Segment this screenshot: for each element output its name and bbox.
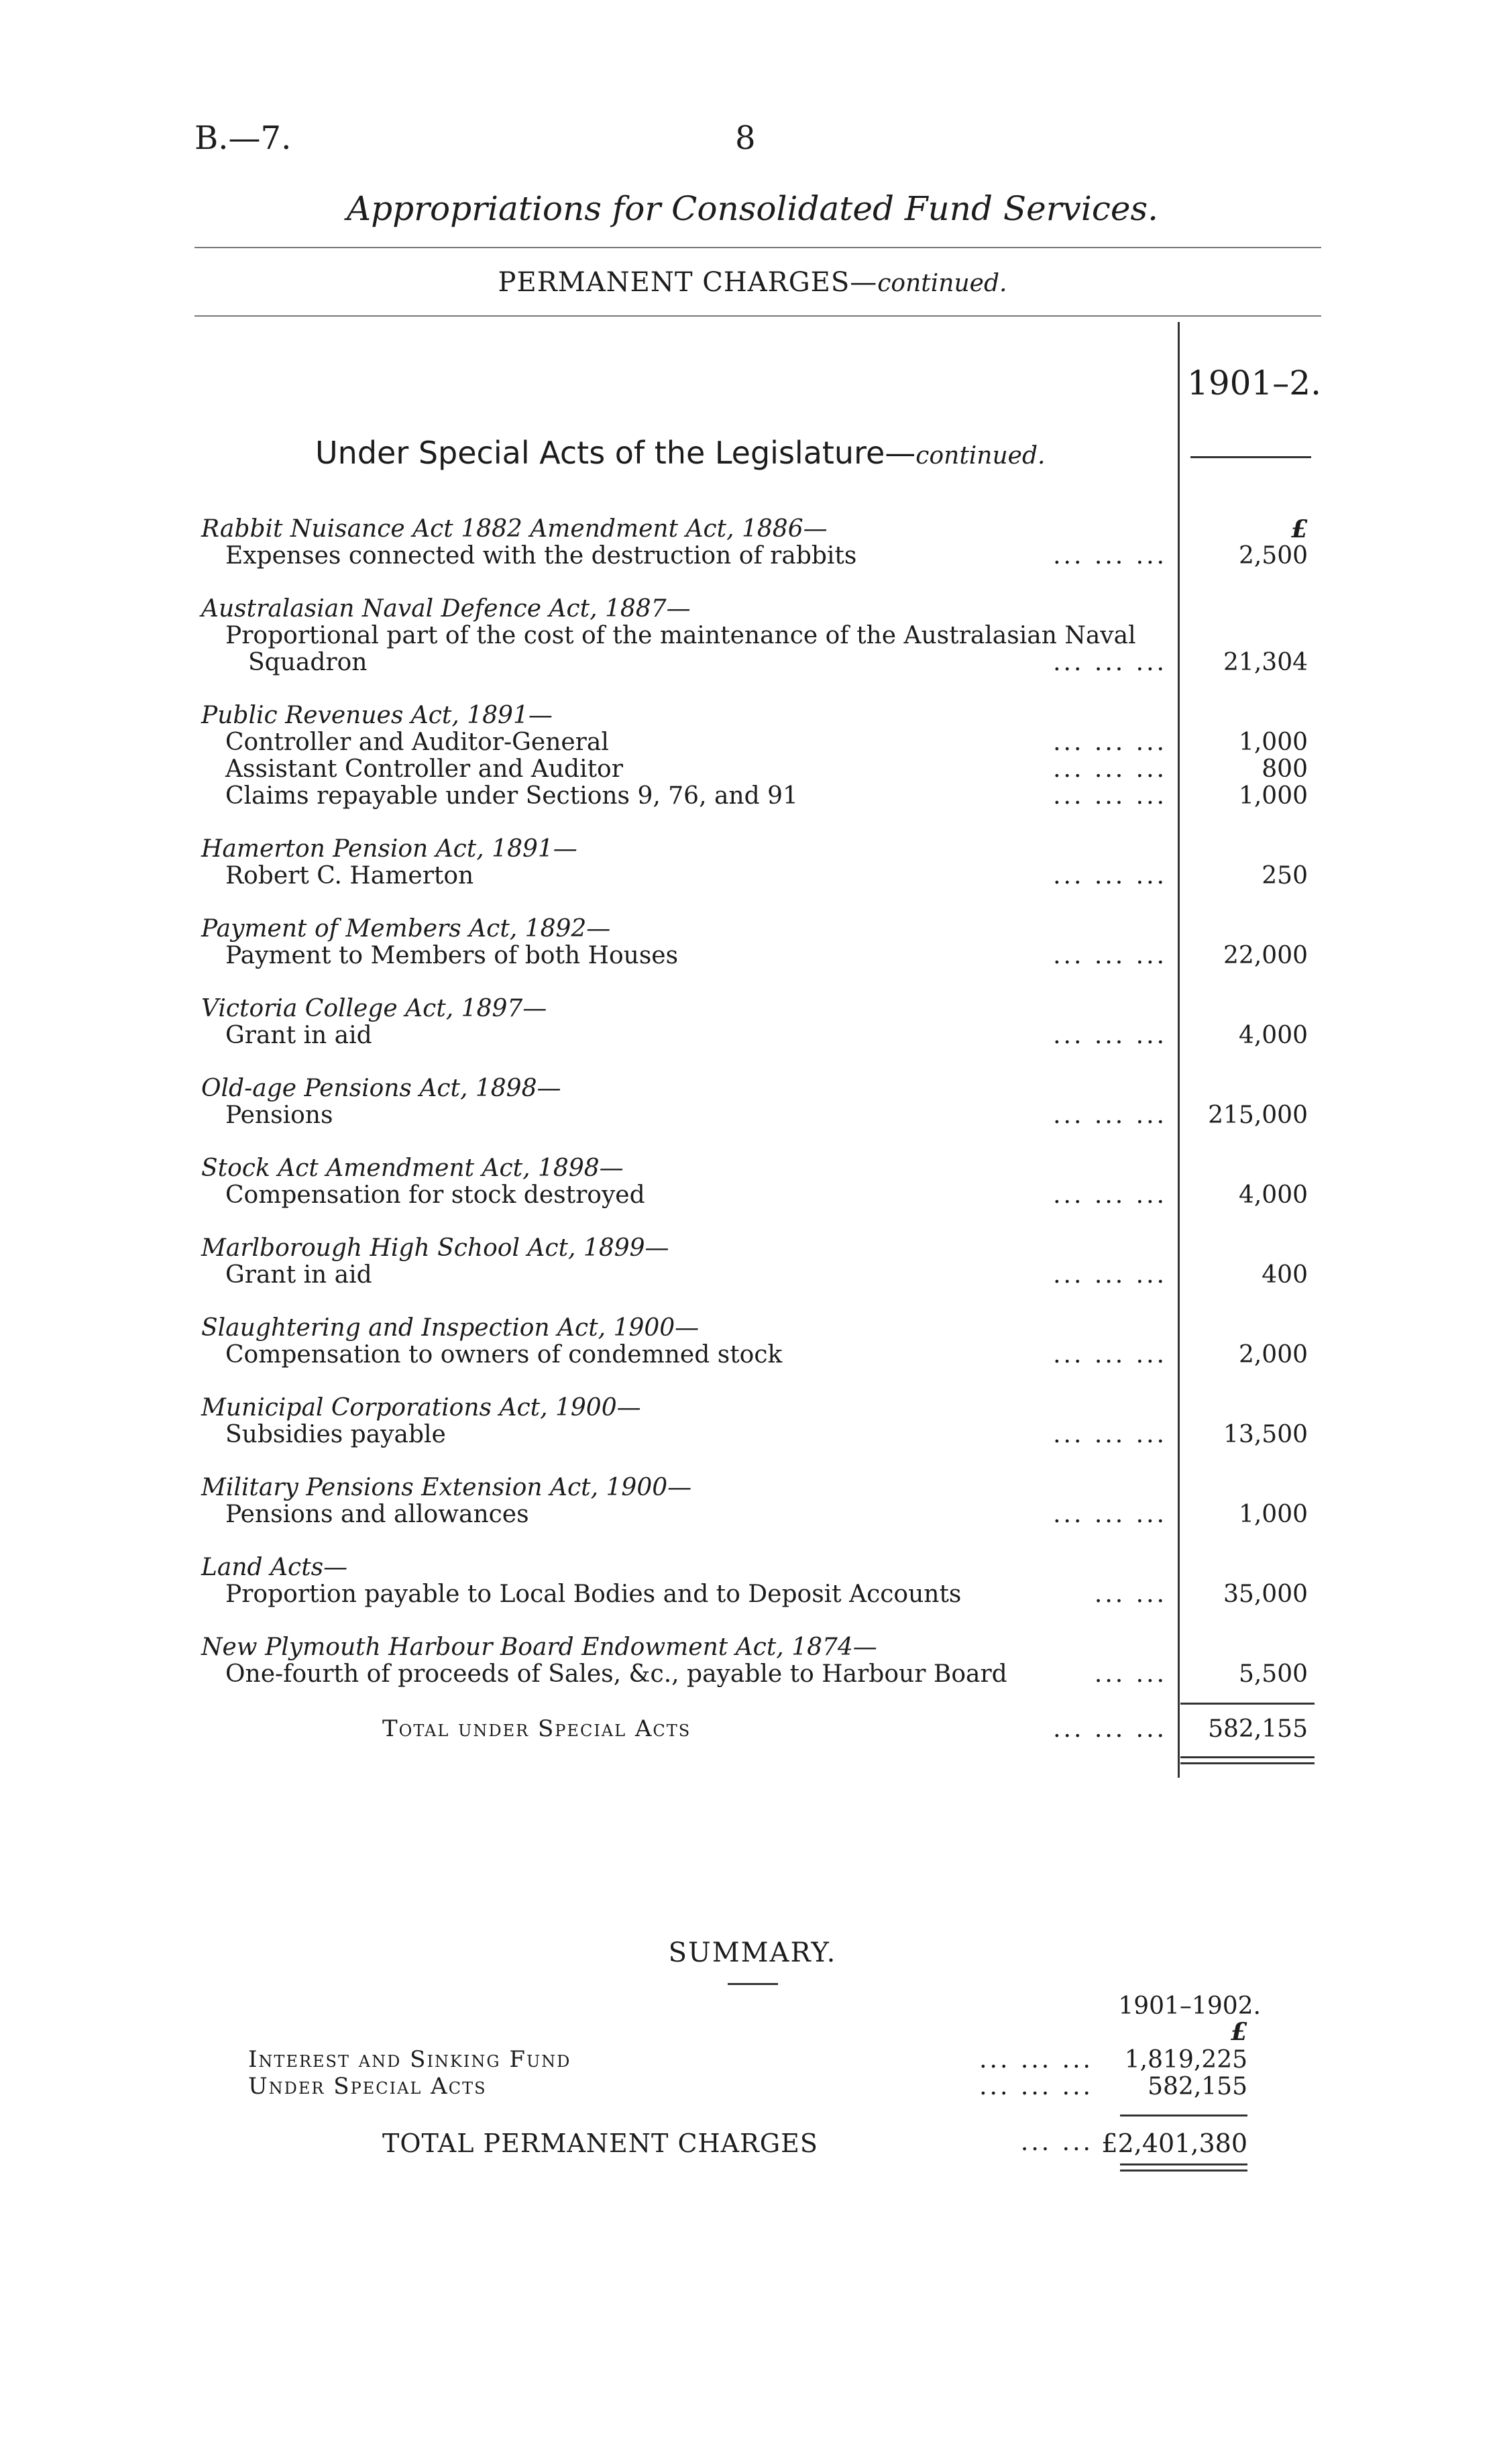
header-divider <box>194 247 1321 248</box>
leader-dots: ... ... ... <box>1053 1022 1167 1049</box>
act-title: Municipal Corporations Act, 1900— <box>201 1394 641 1422</box>
act-title: Payment of Members Act, 1892— <box>201 915 611 943</box>
summary-total-label: TOTAL PERMANENT CHARGES <box>382 2129 818 2158</box>
leader-dots: ... ... ... <box>1053 942 1167 969</box>
leader-dots: ... ... ... <box>1053 862 1167 890</box>
summary-double-rule-top <box>1120 2163 1247 2165</box>
leader-dots: ... ... ... <box>1053 729 1167 756</box>
summary-double-rule-bottom <box>1120 2170 1247 2172</box>
act-title: Marlborough High School Act, 1899— <box>201 1234 669 1262</box>
line-item: Payment to Members of both Houses <box>225 942 679 969</box>
amount: 2,000 <box>1238 1341 1308 1369</box>
amount: 250 <box>1262 862 1308 890</box>
summary-row-label: Under Special Acts <box>248 2073 487 2100</box>
currency-symbol: £ <box>1290 515 1308 543</box>
line-item: Robert C. Hamerton <box>225 862 474 890</box>
total-double-rule-bottom <box>1180 1762 1315 1764</box>
amount: 4,000 <box>1238 1022 1308 1049</box>
summary-rule <box>1120 2114 1247 2117</box>
act-title: Military Pensions Extension Act, 1900— <box>201 1474 692 1501</box>
amount: 1,000 <box>1238 782 1308 810</box>
subtitle-divider <box>194 315 1321 317</box>
line-item: Expenses connected with the destruction of rabbits <box>225 542 857 570</box>
summary-title: SUMMARY. <box>668 1937 837 1968</box>
summary-row-amount: 582,155 <box>1148 2073 1247 2100</box>
line-item: Pensions and allowances <box>225 1501 529 1528</box>
line-item: Controller and Auditor-General <box>225 729 609 756</box>
leader-dots: ... ... ... <box>1053 1715 1167 1743</box>
amount: 35,000 <box>1223 1581 1308 1608</box>
line-item: Compensation to owners of condemned stock <box>225 1341 783 1369</box>
amount: 5,500 <box>1238 1660 1308 1688</box>
total-label: Total under Special Acts <box>382 1715 691 1742</box>
line-item: One-fourth of proceeds of Sales, &c., payable to Harbour Board <box>225 1660 1007 1688</box>
line-item: Proportion payable to Local Bodies and to Deposit Accounts <box>225 1581 962 1608</box>
amount: 21,304 <box>1223 649 1308 676</box>
act-title: Victoria College Act, 1897— <box>201 995 547 1022</box>
leader-dots: ... ... ... <box>1053 1102 1167 1129</box>
amount: 13,500 <box>1223 1421 1308 1448</box>
leader-dots: ... ... ... <box>979 2073 1093 2100</box>
summary-year-header: 1901–1902. <box>1118 1992 1261 2020</box>
act-title: Stock Act Amendment Act, 1898— <box>201 1155 624 1182</box>
total-amount: 582,155 <box>1208 1715 1308 1743</box>
leader-dots: ... ... <box>1094 1581 1167 1608</box>
line-item: Grant in aid <box>225 1022 372 1049</box>
leader-dots: ... ... ... <box>1053 649 1167 676</box>
leader-dots: ... ... ... <box>1053 1181 1167 1209</box>
act-title: Land Acts— <box>201 1554 348 1581</box>
amount: 1,000 <box>1238 729 1308 756</box>
amount: 800 <box>1262 755 1308 783</box>
act-title: Old-age Pensions Act, 1898— <box>201 1075 561 1102</box>
line-item: Claims repayable under Sections 9, 76, and 91 <box>225 782 798 810</box>
total-double-rule-top <box>1180 1756 1315 1758</box>
leader-dots: ... ... ... <box>1053 1341 1167 1369</box>
summary-currency-symbol: £ <box>1230 2018 1247 2046</box>
line-item: Compensation for stock destroyed <box>225 1181 645 1209</box>
amount: 400 <box>1262 1261 1308 1289</box>
leader-dots: ... ... ... <box>1053 1501 1167 1528</box>
leader-dots: ... ... ... <box>979 2046 1093 2074</box>
summary-row-label: Interest and Sinking Fund <box>248 2046 571 2073</box>
amount: 215,000 <box>1208 1102 1308 1129</box>
year-header-rule <box>1190 456 1311 458</box>
table-heading: Under Special Acts of the Legislature—continued. <box>315 435 1046 471</box>
leader-dots: ... ... <box>1094 1660 1167 1688</box>
act-title: Hamerton Pension Act, 1891— <box>201 835 577 863</box>
line-item: Pensions <box>225 1102 333 1129</box>
act-title: New Plymouth Harbour Board Endowment Act, 1874— <box>201 1633 877 1661</box>
leader-dots: ... ... ... <box>1053 1261 1167 1289</box>
line-item: Grant in aid <box>225 1261 372 1289</box>
summary-title-rule <box>728 1983 778 1985</box>
subtotal-rule <box>1180 1703 1315 1705</box>
page-title: Appropriations for Consolidated Fund Services. <box>346 189 1158 228</box>
amount-column-rule <box>1178 322 1180 1778</box>
page-number: 8 <box>735 119 756 157</box>
section-subtitle: PERMANENT CHARGES—continued. <box>498 267 1007 298</box>
leader-dots: ... ... ... <box>1053 782 1167 810</box>
amount: 4,000 <box>1238 1181 1308 1209</box>
amount: 22,000 <box>1223 942 1308 969</box>
line-item: Proportional part of the cost of the maintenance of the Australasian Naval <box>225 622 1136 649</box>
document-reference: B.—7. <box>194 119 292 157</box>
summary-total-amount: £2,401,380 <box>1101 2129 1247 2158</box>
line-item: Squadron <box>248 649 368 676</box>
leader-dots: ... ... ... <box>1053 1421 1167 1448</box>
leader-dots: ... ... ... <box>1053 755 1167 783</box>
line-item: Subsidies payable <box>225 1421 446 1448</box>
year-column-header: 1901–2. <box>1187 364 1321 403</box>
act-title: Rabbit Nuisance Act 1882 Amendment Act, 1886— <box>201 515 828 543</box>
summary-row-amount: 1,819,225 <box>1124 2046 1247 2074</box>
act-title: Slaughtering and Inspection Act, 1900— <box>201 1314 700 1342</box>
amount: 1,000 <box>1238 1501 1308 1528</box>
amount: 2,500 <box>1238 542 1308 570</box>
leader-dots: ... ... <box>1020 2129 1093 2156</box>
act-title: Australasian Naval Defence Act, 1887— <box>201 595 691 623</box>
act-title: Public Revenues Act, 1891— <box>201 702 553 729</box>
leader-dots: ... ... ... <box>1053 542 1167 570</box>
line-item: Assistant Controller and Auditor <box>225 755 623 783</box>
